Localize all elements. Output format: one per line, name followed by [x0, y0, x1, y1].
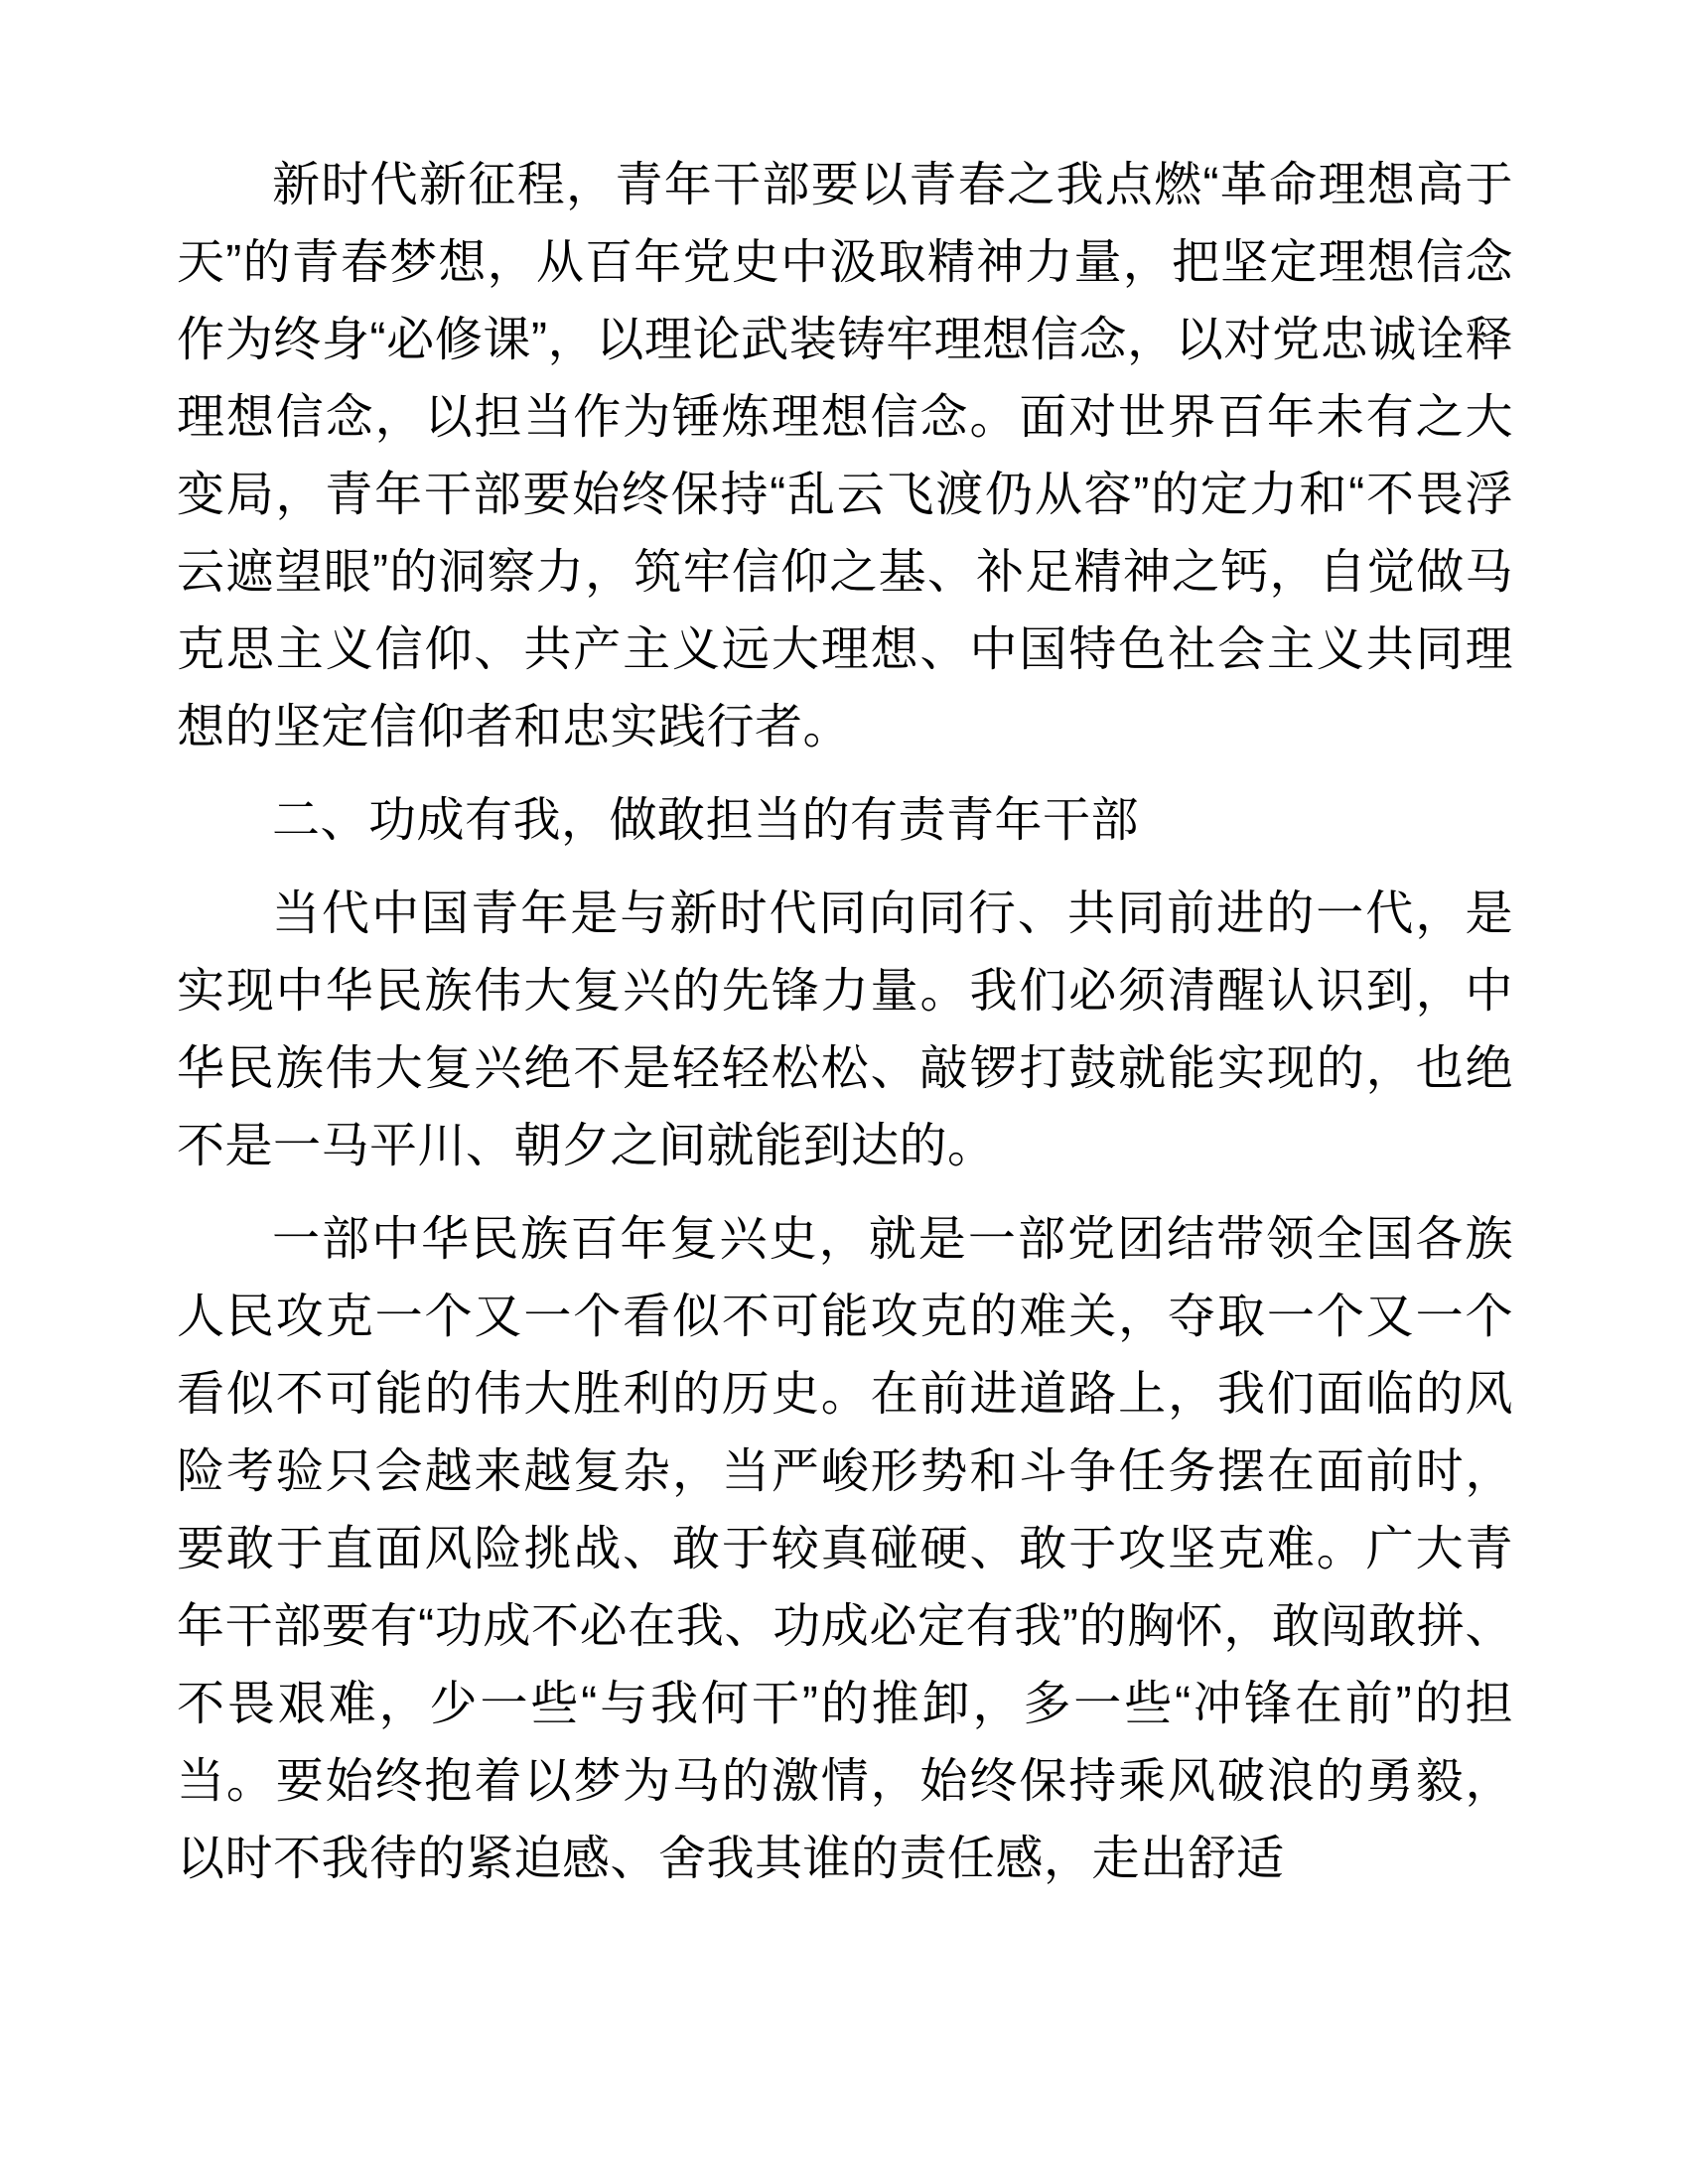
paragraph-ideals: 新时代新征程，青年干部要以青春之我点燃“革命理想高于天”的青春梦想，从百年党史中汲取精神力量，把坚定理想信念作为终身“必修课”，以理论武装铸牢理想信念，以对党忠诚诠释理想信念，以担当作为锤炼理想信念。面对世界百年未有之大变局，青年干部要始终保持“乱云飞渡仍从容”的定力和“不畏浮云遮望眼”的洞察力，筑牢信仰之基、补足精神之钙，自觉做马克思主义信仰、共产主义远大理想、中国特色社会主义共同理想的坚定信仰者和忠实践行者。 [177, 159, 1513, 753]
document-body [177, 147, 1513, 1914]
section-heading-2: 二、功成有我，做敢担当的有责青年干部 [272, 794, 1140, 847]
paragraph-rejuvenation-history: 一部中华民族百年复兴史，就是一部党团结带领全国各族人民攻克一个又一个看似不可能攻克的难关，夺取一个又一个看似不可能的伟大胜利的历史。在前进道路上，我们面临的风险考验只会越来越复杂，当严峻形势和斗争任务摆在面前时，要敢于直面风险挑战、敢于较真碰硬、敢于攻坚克难。广大青年干部要有“功成不必在我、功成必定有我”的胸怀，敢闯敢拼、不畏艰难，少一些“与我何干”的推卸，多一些“冲锋在前”的担当。要始终抱着以梦为马的激情，始终保持乘风破浪的勇毅，以时不我待的紧迫感、舍我其谁的责任感，走出舒适 [177, 1213, 1513, 1885]
paragraph-youth-generation: 当代中国青年是与新时代同向同行、共同前进的一代，是实现中华民族伟大复兴的先锋力量。我们必须清醒认识到，中华民族伟大复兴绝不是轻轻松松、敲锣打鼓就能实现的，也绝不是一马平川、朝夕之间就能到达的。 [177, 887, 1513, 1172]
